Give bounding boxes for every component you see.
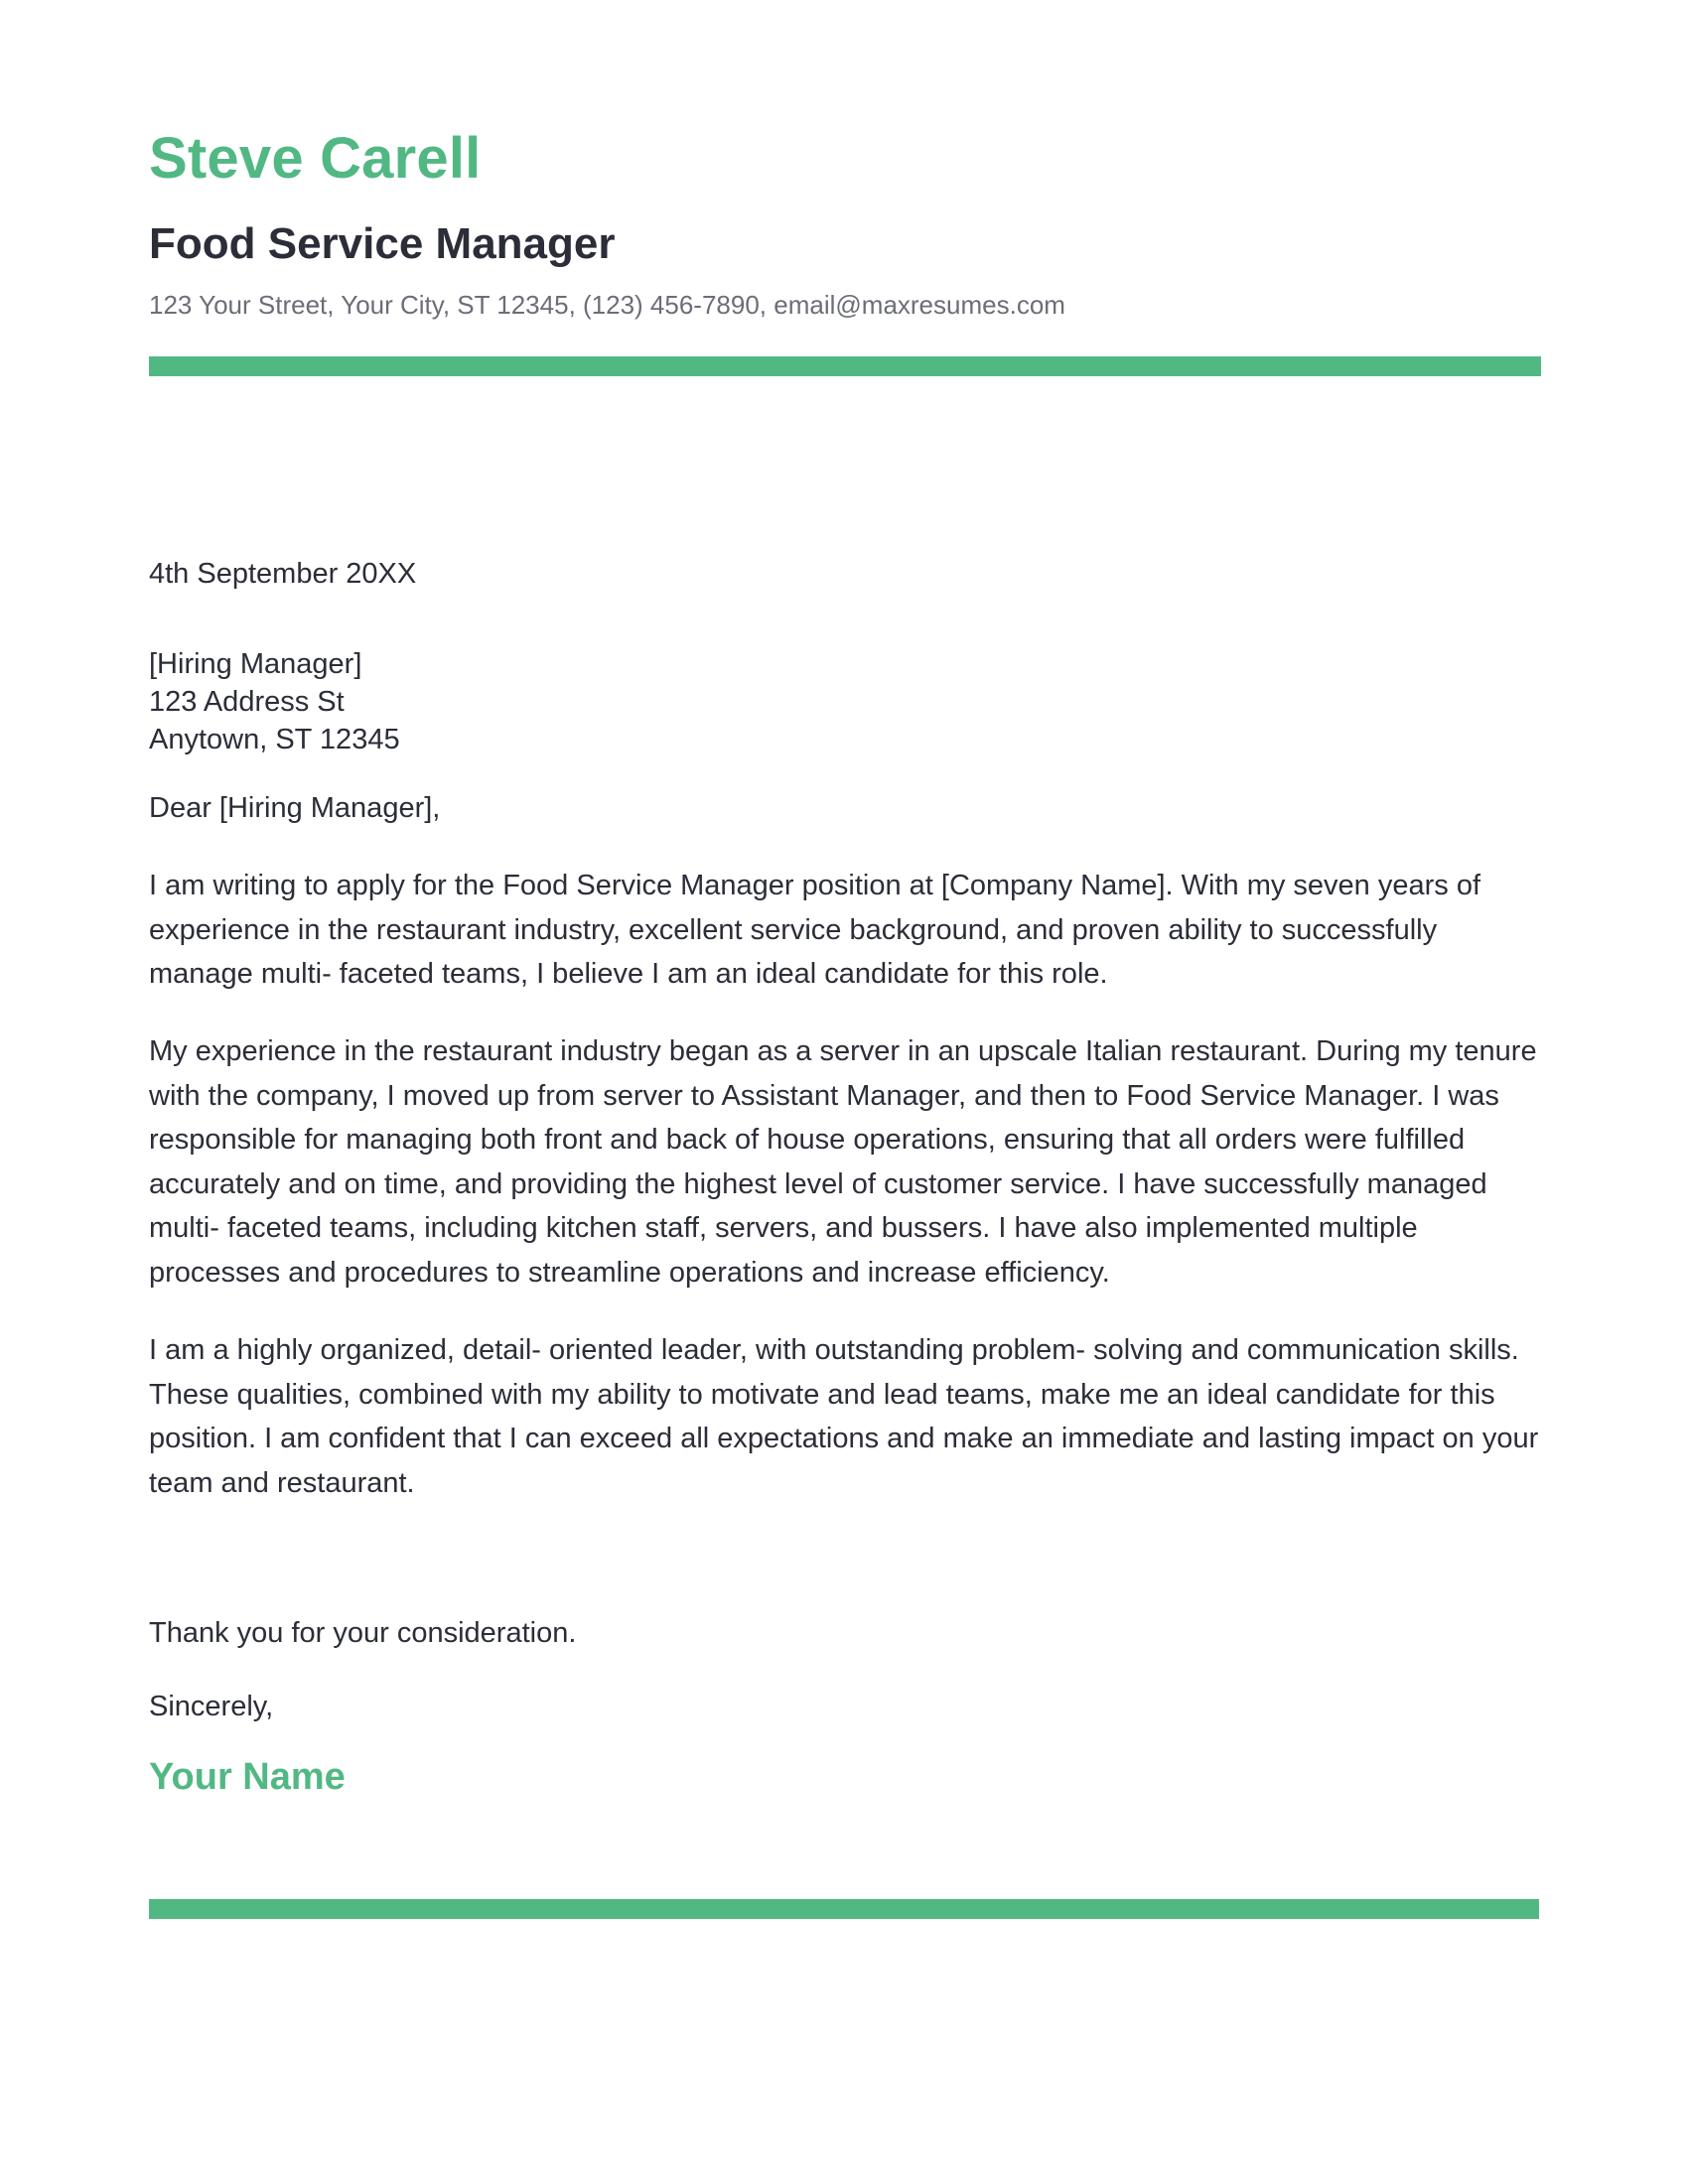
job-title: Food Service Manager — [149, 219, 616, 268]
recipient-city: Anytown, ST 12345 — [149, 724, 400, 755]
closing: Sincerely, — [149, 1691, 274, 1722]
recipient-address — [149, 645, 1539, 758]
body-paragraph-2: My experience in the restaurant industry began as a server in an upscale Italian restaurant. During my tenure with the company, I moved up from server to Assistant Manager, and then to Food Service Manager. I was responsible for managing both front and back of house operations, ensuring that all orders were fulfilled accurately and on time, and providing the highest level of customer service. I have successfully managed multi- faceted teams, including kitchen staff, servers, and bussers. I have also implemented multiple processes and procedures to streamline operations and increase efficiency. — [149, 1035, 1537, 1289]
footer-divider — [149, 1899, 1539, 1919]
header-divider — [149, 356, 1541, 376]
signature-name: Your Name — [149, 1756, 346, 1798]
salutation: Dear [Hiring Manager], — [149, 792, 441, 824]
cover-letter-page — [149, 0, 1539, 2184]
applicant-name: Steve Carell — [149, 126, 482, 191]
body-paragraph-3: I am a highly organized, detail- oriented leader, with outstanding problem- solving and communication skills. These qualities, combined with my ability to motivate and lead teams, make me an ideal candidate for this position. I am confident that I can exceed all expectations and make an immediate and lasting impact on your team and restaurant. — [149, 1334, 1539, 1499]
recipient-street: 123 Address St — [149, 686, 345, 718]
contact-info: 123 Your Street, Your City, ST 12345, (123) 456-7890, email@maxresumes.com — [149, 290, 1065, 320]
recipient-name: [Hiring Manager] — [149, 648, 362, 680]
body-paragraph-1: I am writing to apply for the Food Service Manager position at [Company Name]. With my seven years of experience in the restaurant industry, excellent service background, and proven ability to successfully manage multi- faceted teams, I believe I am an ideal candidate for this role. — [149, 870, 1481, 990]
letter-date: 4th September 20XX — [149, 558, 417, 590]
thanks-line: Thank you for your consideration. — [149, 1617, 577, 1649]
